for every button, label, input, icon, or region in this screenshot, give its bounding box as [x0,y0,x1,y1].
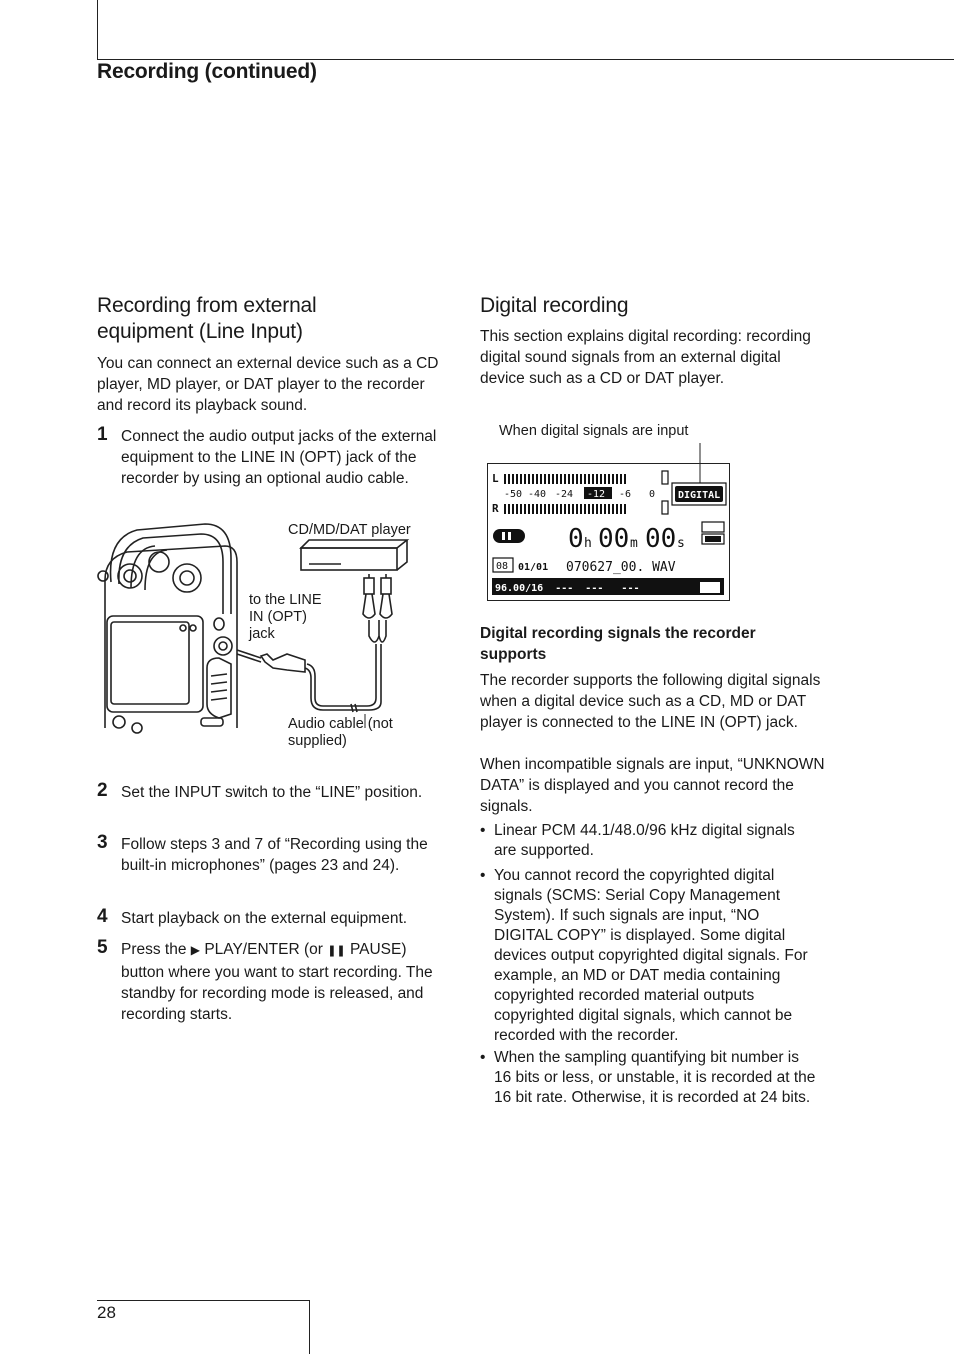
pause-icon: ❚❚ [327,945,346,957]
time-hours-unit: h [584,536,592,551]
meter-scale [504,487,655,500]
scale-24: -24 [555,489,574,500]
time-hours: 0 [568,524,584,554]
memory-icon [702,522,724,532]
label-line-in-3: jack [249,626,275,642]
header-rule-vertical [97,0,98,60]
time-seconds: 00 [645,524,677,554]
time-seconds-unit: s [677,536,685,551]
left-heading-line-2: equipment (Line Input) [97,320,303,343]
scale-6: -6 [619,489,632,500]
step-text: Start playback on the external equipment. [121,910,408,927]
file-name: 070627_00. WAV [566,560,676,575]
step-5-text-a: Press the [121,941,191,958]
label-line-in-1: to the LINE [249,592,322,608]
lcd-display [487,463,730,601]
lcd-channel-r: R [492,502,499,515]
peak-indicator-l [662,471,668,484]
scale-50: -50 [504,489,523,500]
digital-badge-text: DIGITAL [678,490,721,501]
step-number: 1 [97,424,108,445]
level-meter-r [504,504,626,514]
left-intro: You can connect an external device such as a CD player, MD player, or DAT player to the recorder and record its playback sound. [97,355,439,414]
lcd-channel-l: L [492,472,499,485]
footer-rule-horizontal [97,1300,310,1301]
label-cable-1: Audio cable (not [288,716,393,732]
step-number: 4 [97,906,108,927]
scale-12: -12 [587,489,606,500]
step-4 [97,908,443,929]
time-minutes-unit: m [630,536,638,551]
step-5-text-c: PAUSE) button where you want to start recording. The standby for recording mode is released, and recording starts. [121,941,433,1023]
step-5-text-b: PLAY/ENTER (or [200,941,328,958]
label-cd-player: CD/MD/DAT player [288,522,411,538]
body-1: The recorder supports the following digital signals when a digital device such as a CD, MD or DAT player is connected to the LINE IN (OPT) jack. [480,672,821,731]
supported-signals-list [480,821,820,1113]
page-number: 28 [97,1303,116,1322]
peak-indicator-r [662,501,668,514]
list-item: • You cannot record the copyrighted digital signals (SCMS: Serial Copy Management System). If such signals are input, “NO DIGITAL COPY” is displayed. Some digital devices output copyrighted digital signals. For example, an MD or DAT media containing copyrighted recorded material outputs copyrighted digital signals, which cannot be recorded with the recorder. [480,866,820,1046]
lcd-display-graphic [488,464,728,599]
recorder-illustration [98,524,237,733]
step-1 [97,426,443,489]
left-heading-line-1: Recording from external [97,294,317,317]
left-heading [97,293,443,345]
footer-rule-vertical [309,1300,310,1354]
display-caption: When digital signals are input [499,423,689,439]
right-intro: This section explains digital recording: recording digital sound signals from an external digital device such as a CD or DAT player. [480,328,811,387]
section-title: Recording (continued) [97,60,317,83]
list-item: • When the sampling quantifying bit number is 16 bits or less, or unstable, it is recorded at the 16 bit rate. Otherwise, it is recorded at 24 bits. [480,1048,820,1108]
subheading: Digital recording signals the recorder supports [480,625,756,663]
step-text [121,939,443,1025]
step-number: 3 [97,832,108,853]
step-text: Set the INPUT switch to the “LINE” position. [121,784,423,801]
step-number: 5 [97,937,108,958]
cd-player-illustration [301,540,407,570]
step-3 [97,834,443,876]
scale-0: 0 [649,489,656,500]
body-2: When incompatible signals are input, “UNKNOWN DATA” is displayed and you cannot record the signals. [480,756,825,815]
step-5 [97,939,443,1025]
list-item: • Linear PCM 44.1/48.0/96 kHz digital signals are supported. [480,821,820,861]
label-audio-cable [288,716,393,750]
label-line-in-2: IN (OPT) [249,609,307,625]
status-text: 96.00/16 --- --- --- [495,583,640,594]
scale-40: -40 [528,489,547,500]
right-heading: Digital recording [480,294,629,317]
step-text: Connect the audio output jacks of the external equipment to the LINE IN (OPT) jack of the recorder by using an optional audio cable. [121,428,437,487]
time-minutes: 00 [598,524,630,554]
step-number: 2 [97,780,108,801]
step-2 [97,782,443,803]
step-text: Follow steps 3 and 7 of “Recording using the built-in microphones” (pages 23 and 24). [121,836,428,874]
label-line-in-jack [249,592,322,643]
play-icon: ▶ [190,943,201,957]
folder-number: 08 [496,561,509,572]
track-counter: 01/01 [518,562,549,573]
level-meter-l [504,474,626,484]
rca-plugs [363,574,392,618]
label-cable-2: supplied) [288,733,347,749]
elapsed-time [568,524,685,554]
